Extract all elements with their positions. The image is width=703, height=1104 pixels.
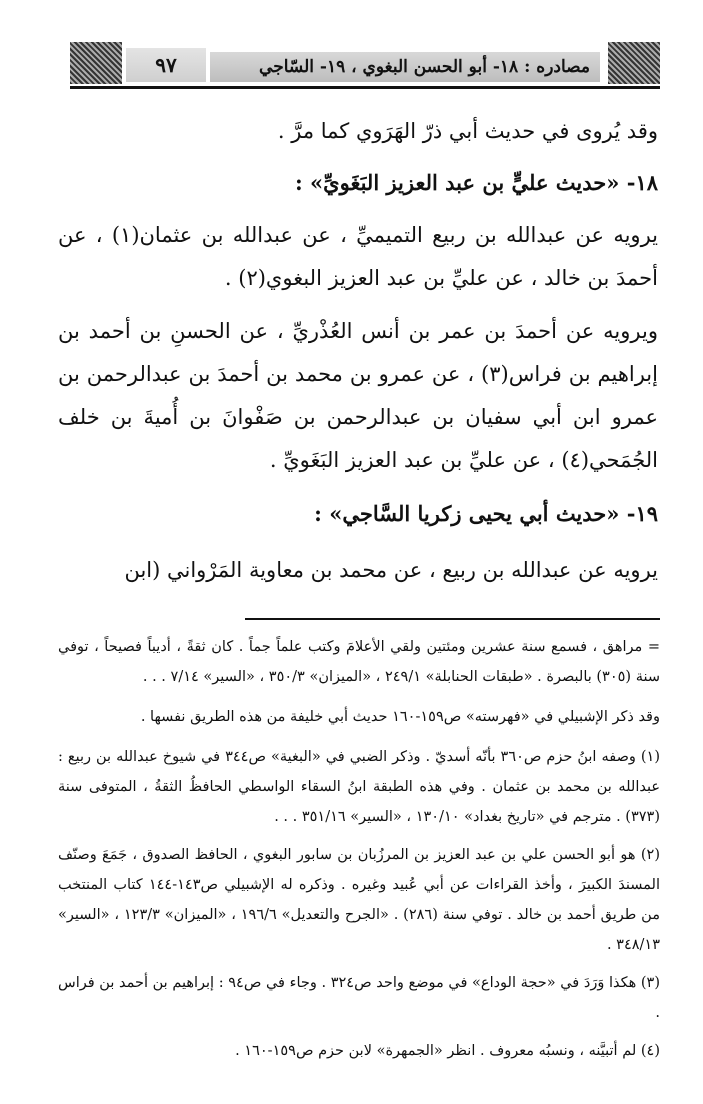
paragraph-18-chain-1: يرويه عن عبدالله بن ربيع التميميِّ ، عن عبدالله بن عثمان(١) ، عن أحمدَ بن خالد ، عن عليِّ بن عبد العزيز البغوي(٢) .	[58, 223, 659, 290]
footnote-continuation: = مراهق ، فسمع سنة عشرين ومئتين ولقي الأعلامَ وكتب علماً جماً . كان ثقةً ، أديباً فصيحاً ، توفي سنة (٣٠٥) بالبصرة . «طبقات الحنابلة» ٢٤٩/١ ، «الميزان» ٣٥٠/٣ ، «السير» ٧/١٤ . . .	[58, 639, 660, 685]
footnote-3: (٣) هكذا وَرَدَ في «حجة الوداع» في موضع واحد ص٣٢٤ . وجاء في ص٩٤ : إبراهيم بن أحمد بن فراس .	[58, 975, 661, 1021]
footnote-continuation-note: وقد ذكر الإشبيلي في «فهرسته» ص١٥٩-١٦٠ حديث أبي خليفة من هذه الطريق نفسها .	[140, 709, 660, 725]
running-header	[70, 38, 660, 90]
paragraph-19-chain: يرويه عن عبدالله بن ربيع ، عن محمد بن معاوية المَرْواني (ابن	[124, 558, 658, 582]
section-heading-18: ١٨- «حديث عليٍّ بن عبد العزيز البَغَويِّ» :	[294, 170, 658, 195]
section-heading-19: ١٩- «حديث أبي يحيى زكريا السَّاجي» :	[314, 501, 658, 526]
footnote-4: (٤) لم أتبيَّنه ، ونسبُه معروف . انظر «الجمهرة» لابن حزم ص١٥٩-١٦٠ .	[235, 1043, 660, 1059]
paragraph-intro: وقد يُروى في حديث أبي ذرّ الهَرَوي كما مرَّ .	[277, 119, 658, 143]
page-number: ٩٧	[126, 48, 206, 82]
header-rule	[70, 86, 660, 89]
main-text	[58, 110, 658, 592]
header-ornament-left	[70, 42, 122, 84]
paragraph-18-chain-2: ويرويه عن أحمدَ بن عمر بن أنس العُذْريِّ ، عن الحسنِ بن أحمد بن إبراهيم بن فراس(٣) ، عن عمرو بن محمد بن أحمدَ بن عبدالرحمن بن عمرو ابن أبي سفيان بن عبدالرحمن بن صَفْوانَ بن أُميةَ بن خلف الجُمَحي(٤) ، عن عليِّ بن عبد العزيز البَغَويِّ .	[58, 319, 658, 472]
footnotes	[58, 632, 660, 1074]
running-title: مصادره : ١٨- أبو الحسن البغوي ، ١٩- السّاجي	[210, 52, 600, 82]
footnote-1: (١) وصفه ابنُ حزم ص٣٦٠ بأنّه أسديّ . وذكر الضبي في «البغية» ص٣٤٤ في شيوخ عبدالله بن ربيع : عبدالله بن محمد بن عثمان . وفي هذه الطبقة ابنُ السقاء الواسطي الحافظُ الثقةُ ، المتوفى سنة (٣٧٣) . مترجم في «تاريخ بغداد» ١٣٠/١٠ ، «السير» ٣٥١/١٦ . . .	[58, 749, 660, 825]
header-ornament-right	[608, 42, 660, 84]
footnote-divider	[245, 618, 660, 620]
footnote-2: (٢) هو أبو الحسن علي بن عبد العزيز بن المرزُبان بن سابور البغوي ، الحافظ الصدوق ، جَمَعَ وصنّف المسندَ الكبيرَ ، وأخذ القراءات عن أبي عُبيد وغيره . وذكره له الإشبيلي ص١٤٣-١٤٤ كتاب المنتخب من طريق أحمد بن خالد . توفي سنة (٢٨٦) . «الجرح والتعديل» ١٩٦/٦ ، «الميزان» ١٢٣/٣ ، «السير» ٣٤٨/١٣ .	[58, 847, 660, 953]
